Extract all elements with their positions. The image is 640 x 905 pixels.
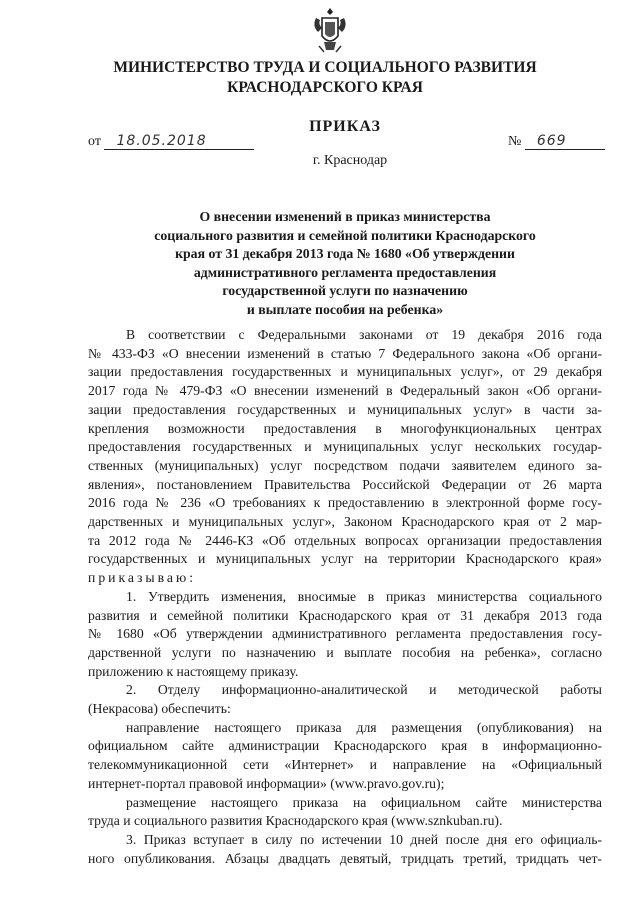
item-3-paragraph [88, 831, 602, 868]
text-line: развития и семейной политики Краснодарского края от 31 декабря 2013 года [88, 607, 602, 623]
text-line: официальном сайте администрации Краснодарского края в информационно- [88, 738, 602, 754]
order-number-row [508, 133, 605, 150]
handwritten-number: 669 [525, 133, 605, 150]
text-line: предоставления государственных и муниципальных услуг нескольких государ- [88, 439, 602, 455]
text-line: № 1680 «Об утверждении административного регламента предоставления госу- [88, 626, 602, 642]
subject-line: социального развития и семейной политики Краснодарского [154, 227, 536, 243]
text-line: явления», постановлением Правительства Российской Федерации от 26 марта [88, 476, 602, 492]
preamble-paragraph [88, 326, 602, 588]
text-line: зации предоставления государственных и муниципальных услуг», от 29 декабря [88, 364, 602, 380]
text-line: труда и социального развития Краснодарского края (www.sznkuban.ru). [88, 813, 503, 829]
item-1-paragraph [88, 588, 602, 682]
subject-line: края от 31 декабря 2013 года № 1680 «Об утверждении [175, 246, 515, 261]
text-line: приложению к настоящему приказу. [88, 663, 299, 679]
number-label: № [508, 134, 522, 149]
coat-of-arms-icon [310, 6, 350, 56]
text-line: та 2012 года № 2446-КЗ «Об отдельных вопросах организации предоставления [88, 532, 602, 548]
text-line: размещение настоящего приказа на официальном сайте министерства [126, 794, 602, 810]
order-word: приказываю: [88, 570, 197, 586]
text-line: государственных и муниципальных услуг на территории Краснодарского края» [88, 551, 602, 567]
order-subject [130, 208, 560, 319]
text-line: (Некрасова) обеспечить: [88, 701, 231, 717]
text-line: 3. Приказ вступает в силу по истечении 10 дней после дня его официаль- [126, 831, 602, 847]
text-line: 1. Утвердить изменения, вносимые в приказ министерства социального [126, 588, 602, 604]
text-line: 2017 года № 479-ФЗ «О внесении изменений в Федеральный закон «Об органи- [88, 383, 602, 399]
order-title: ПРИКАЗ [309, 118, 381, 135]
text-line: В соответствии с Федеральными законами от 19 декабря 2016 года [126, 327, 602, 342]
city-line: г. Краснодар [312, 153, 388, 168]
ministry-name-line-2: КРАСНОДАРСКОГО КРАЯ [227, 79, 423, 96]
subject-line: государственной услуги по назначению [222, 283, 468, 298]
ministry-name [0, 58, 640, 98]
text-line: дарственных и муниципальных услуг», Законом Краснодарского края от 2 мар- [88, 514, 602, 530]
text-line: дарственной услуги по назначению и выплате пособия на ребенка», согласно [88, 644, 602, 660]
date-label: от [88, 134, 101, 149]
text-line: интернет-портал правовой информации» (www.pravo.gov.ru); [88, 775, 445, 791]
text-line: № 433-ФЗ «О внесении изменений в статью 7 Федерального закона «Об органи- [88, 345, 602, 361]
order-body [88, 326, 602, 868]
item-2a-paragraph [88, 719, 602, 794]
subject-line: и выплате пособия на ребенка» [246, 301, 444, 317]
text-line: направление настоящего приказа для размещения (опубликования) на [126, 719, 602, 735]
text-line: ного опубликования. Абзацы двадцать девятый, тридцать третий, тридцать чет- [88, 850, 602, 866]
handwritten-date: 18.05.2018 [104, 133, 254, 150]
text-line: крепления возможности предоставления в многофункциональных центрах [88, 420, 602, 436]
text-line: зации предоставления государственных и муниципальных услуг» в части за- [88, 401, 602, 417]
text-line: телекоммуникационной сети «Интернет» и направление на «Официальный [88, 757, 602, 773]
item-2-paragraph [88, 681, 602, 718]
subject-line: административного регламента предоставления [193, 264, 497, 280]
item-2b-paragraph [88, 794, 602, 831]
subject-line: О внесении изменений в приказ министерства [199, 209, 491, 224]
text-line: ственных (муниципальных) услуг посредством подачи заявителем единого за- [88, 457, 602, 473]
ministry-name-line-1: МИНИСТЕРСТВО ТРУДА И СОЦИАЛЬНОГО РАЗВИТИЯ [113, 59, 537, 76]
order-date-row [88, 133, 254, 150]
text-line: 2. Отделу информационно-аналитической и методической работы [126, 682, 602, 698]
text-line: 2016 года № 236 «О требованиях к предоставлению в электронной форме госу- [88, 495, 602, 511]
